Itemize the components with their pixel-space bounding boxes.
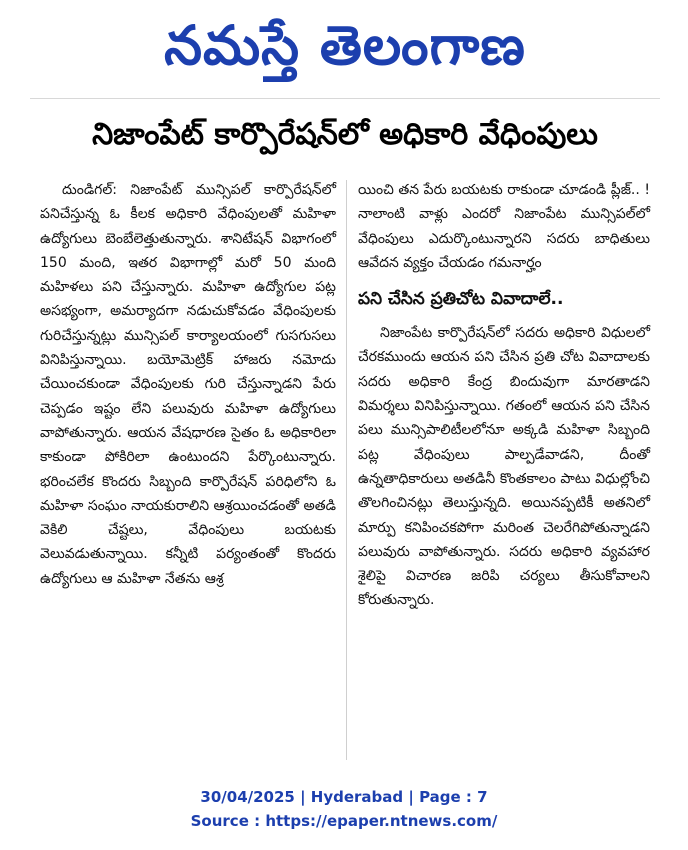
- right-column-intro: యించి తన పేరు బయటకు రాకుండా చూడండి ప్లీజ్.. ! నాలాంటి వాళ్లు ఎందరో నిజాంపేట మున్సిపల్‌లో వేధింపులు ఎదుర్కొంటున్నారని సదరు బాధితులు ఆవేదన వ్యక్తం చేయడం గమనార్హం: [358, 182, 650, 271]
- masthead-rule: [30, 98, 660, 99]
- article-headline: నిజాంపేట్ కార్పొరేషన్‌లో అధికారి వేధింపులు: [92, 117, 598, 152]
- article-column-right: [358, 178, 650, 613]
- masthead-title: నమస్తే తెలంగాణ: [164, 13, 526, 77]
- column-divider: [346, 180, 347, 760]
- right-column-body: నిజాంపేట కార్పొరేషన్‌లో సదరు అధికారి విధులలో చేరకముందు ఆయన పని చేసిన ప్రతి చోట వివాదాలకు సదరు అధికారి కేంద్ర బిందువుగా మారతాడని విమర్శలు వినిపిస్తున్నాయి. గతంలో ఆయన పని చేసిన పలు మున్సిపాలిటీలలోనూ అక్కడి మహిళా సిబ్బంది పట్ల వేధింపులు పాల్పడేవాడని, దీంతో ఉన్నతాధికారులు అతడినీ కొంతకాలం పాటు విధుల్లోంచి తొలగించినట్లు తెలుస్తున్నది. అయినప్పటికీ అతనిలో మార్పు కనిపించకపోగా మరింత చెలరేగిపోతున్నాడని పలువురు వాపోతున్నారు. సదరు అధికారి వ్యవహార శైలిపై విచారణ జరిపి చర్యలు తీసుకోవాలని కోరుతున్నారు.: [358, 325, 650, 609]
- article-column-left: [40, 178, 336, 591]
- news-clipping: [30, 0, 660, 772]
- footer-dateline: 30/04/2025 | Hyderabad | Page : 7: [200, 788, 488, 806]
- footer-source: Source : https://epaper.ntnews.com/: [190, 812, 498, 830]
- left-column-text: దుండిగల్: నిజాంపేట్ మున్సిపల్ కార్పొరేషన్‌లో పనిచేస్తున్న ఓ కీలక అధికారి వేధింపులతో మహిళా ఉద్యోగులు బెంబేలెత్తుతున్నారు. శానిటేషన్ విభాగంలో 150 మంది, ఇతర విభాగాల్లో మరో 50 మంది మహిళలు పని చేస్తున్నారు. మహిళా ఉద్యోగుల పట్ల అసభ్యంగా, అమర్యాదగా నడుచుకోవడం వేధింపులకు గురిచేస్తున్నట్లు మున్సిపల్ కార్యాలయంలో గుసగుసలు వినిపిస్తున్నాయి. బయోమెట్రిక్ హాజరు నమోదు చేయించకుండా వేధింపులకు గురి చేస్తున్నాడని పేరు చెప్పడం ఇష్టం లేని పలువురు మహిళా ఉద్యోగులు వాపోతున్నారు. ఆయన వేషధారణ సైతం ఓ అధికారిలా కాకుండా పోకిరిలా ఉంటుందని పేర్కొంటున్నారు. భరించలేక కొందరు సిబ్బంది కార్పొరేషన్ పరిధిలోని ఓ మహిళా సంఘం నాయకురాలిని ఆశ్రయించడంతో అతడి వెకిలి చేష్టలు, వేధింపులు బయటకు వెలువడుతున్నాయి. కన్నీటి పర్యంతంతో కొందరు ఉద్యోగులు ఆ మహిళా నేతను ఆశ్ర: [40, 182, 336, 587]
- article-subheading: పని చేసిన ప్రతిచోట వివాదాలే..: [358, 289, 564, 310]
- newspaper-masthead: [30, 6, 660, 84]
